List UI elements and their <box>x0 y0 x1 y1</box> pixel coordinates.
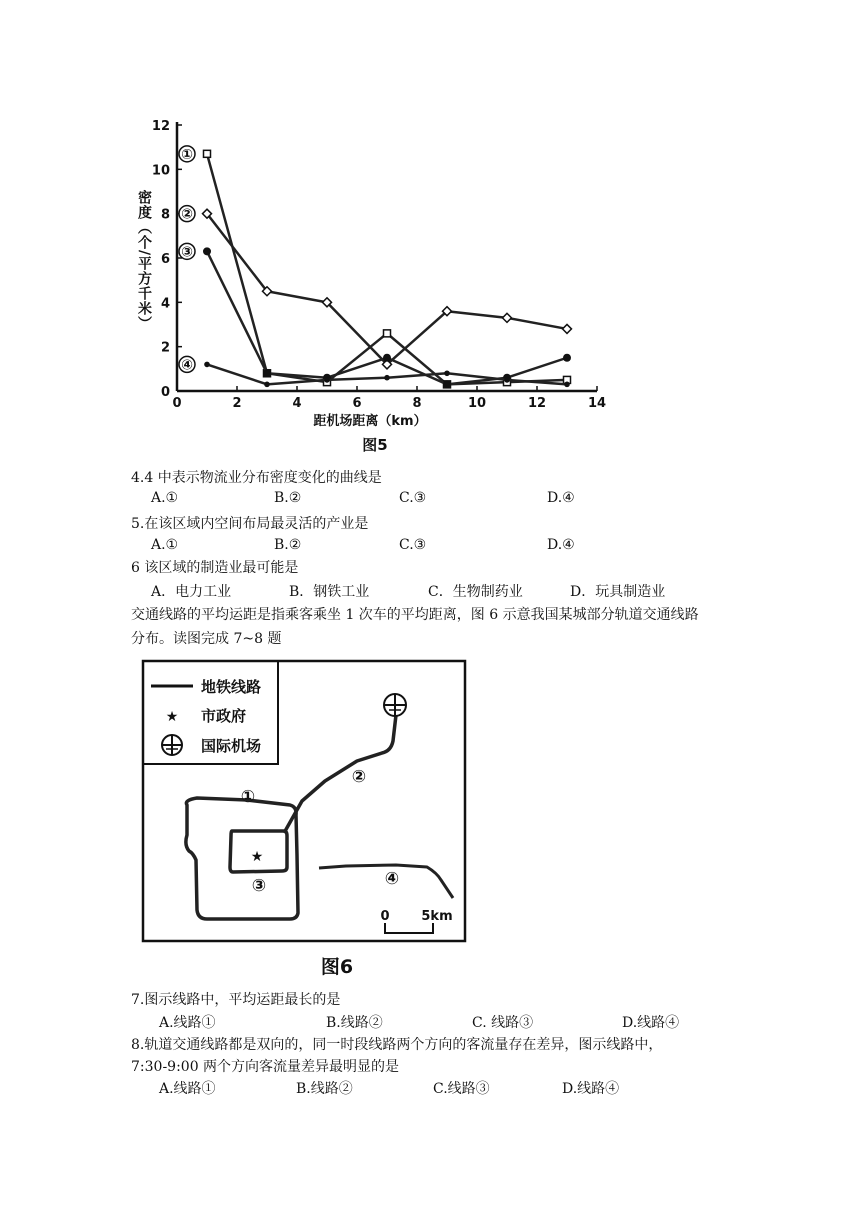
question-7-option-b[interactable]: B.线路② <box>326 1015 383 1031</box>
y-tick-label: 0 <box>160 385 170 400</box>
data-point-series-4 <box>264 382 270 388</box>
question-7-option-a[interactable]: A.线路① <box>159 1015 216 1031</box>
x-tick-label: 10 <box>467 396 487 411</box>
question-6-option-a[interactable]: A．电力工业 <box>151 584 232 600</box>
route-label-4: ④ <box>384 869 400 889</box>
question-5-option-b[interactable]: B.② <box>274 537 302 553</box>
x-tick-label: 6 <box>352 396 362 411</box>
y-tick-label: 10 <box>151 163 170 179</box>
question-4-option-b[interactable]: B.② <box>274 490 302 506</box>
question-8-option-d[interactable]: D.线路④ <box>562 1081 620 1097</box>
route-label-1: ① <box>240 787 256 807</box>
x-tick-label: 2 <box>232 396 242 411</box>
data-point-series-4 <box>504 377 510 383</box>
y-tick-label: 6 <box>160 252 170 267</box>
question-6-option-c[interactable]: C．生物制药业 <box>428 584 523 600</box>
figure-5-caption: 图5 <box>362 436 388 454</box>
series-label-3: ③ <box>181 244 193 261</box>
intro-line-1: 交通线路的平均运距是指乘客乘坐 1 次车的平均距离，图 6 示意我国某城部分轨道交通线路 <box>131 607 699 623</box>
question-4-option-d[interactable]: D.④ <box>547 490 575 506</box>
chart-series <box>203 150 572 388</box>
question-5-option-a[interactable]: A.① <box>151 537 179 553</box>
question-5-option-d[interactable]: D.④ <box>547 537 575 553</box>
airport-map-icon <box>384 694 406 716</box>
x-tick-label: 4 <box>292 396 302 411</box>
question-7-option-d[interactable]: D.线路④ <box>622 1015 680 1031</box>
question-8-stem-line-1: 8.轨道交通线路都是双向的，同一时段线路两个方向的客流量存在差异，图示线路中， <box>131 1037 663 1053</box>
question-4-option-a[interactable]: A.① <box>151 490 179 506</box>
question-8-option-b[interactable]: B.线路② <box>296 1081 353 1097</box>
y-axis-label: 密度（个/平方千米） <box>136 190 152 332</box>
series-label-1: ① <box>181 146 193 163</box>
route-label-2: ② <box>351 767 367 787</box>
series-line-2 <box>207 214 567 365</box>
legend-city-hall-label: 市政府 <box>201 707 247 725</box>
y-tick-label: 2 <box>160 340 170 356</box>
data-point-series-3 <box>383 354 391 362</box>
question-8-option-a[interactable]: A.线路① <box>159 1081 216 1097</box>
x-axis-label: 距机场距离（km） <box>313 414 427 429</box>
scale-end-label: 5km <box>421 909 453 924</box>
x-tick-label: 14 <box>587 396 607 411</box>
question-5-stem: 5.在该区域内空间布局最灵活的产业是 <box>131 516 369 532</box>
question-7-stem: 7.图示线路中，平均运距最长的是 <box>131 992 341 1008</box>
data-point-series-4 <box>204 362 210 368</box>
series-line-1 <box>207 154 567 385</box>
intro-line-2: 分布。读图完成 7~8 题 <box>131 631 282 647</box>
chart-series-labels <box>179 146 195 374</box>
question-6-option-b[interactable]: B．钢铁工业 <box>289 584 370 600</box>
data-point-series-4 <box>564 382 570 388</box>
data-point-series-3 <box>203 247 211 255</box>
question-5-option-c[interactable]: C.③ <box>399 537 427 553</box>
series-label-4: ④ <box>181 357 193 374</box>
x-tick-label: 12 <box>527 396 547 411</box>
data-point-series-3 <box>263 369 271 377</box>
question-4-option-c[interactable]: C.③ <box>399 490 427 506</box>
data-point-series-1 <box>384 330 391 337</box>
series-label-2: ② <box>181 206 193 223</box>
subway-line-2 <box>284 715 396 833</box>
question-6-stem: 6 该区域的制造业最可能是 <box>131 560 299 576</box>
legend-airport-label: 国际机场 <box>201 737 262 755</box>
route-label-3: ③ <box>251 876 267 896</box>
x-tick-label: 0 <box>172 396 182 411</box>
subway-line-1 <box>186 798 298 919</box>
data-point-series-3 <box>563 354 571 362</box>
figure-5-chart <box>120 110 620 455</box>
data-point-series-1 <box>204 150 211 157</box>
data-point-series-2 <box>563 324 572 333</box>
data-point-series-3 <box>443 380 451 388</box>
data-point-series-4 <box>324 377 330 383</box>
figure-6-caption: 图6 <box>320 956 354 978</box>
data-point-series-4 <box>384 375 390 381</box>
legend-subway-label: 地铁线路 <box>201 678 262 696</box>
data-point-series-4 <box>444 370 450 376</box>
figure-6-map <box>135 655 475 980</box>
question-6-option-d[interactable]: D．玩具制造业 <box>570 584 666 600</box>
y-tick-label: 8 <box>160 207 170 223</box>
scale-bar <box>385 923 433 933</box>
airport-icon <box>162 735 182 755</box>
city-hall-star: ★ <box>250 849 264 865</box>
data-point-series-2 <box>503 313 512 322</box>
question-7-option-c[interactable]: C. 线路③ <box>472 1015 534 1031</box>
question-8-option-c[interactable]: C.线路③ <box>433 1081 490 1097</box>
scale-zero-label: 0 <box>380 909 390 924</box>
x-tick-label: 8 <box>412 396 422 411</box>
question-8-stem-line-2: 7:30-9:00 两个方向客流量差异最明显的是 <box>131 1059 400 1075</box>
question-4-stem: 4.4 中表示物流业分布密度变化的曲线是 <box>131 470 382 486</box>
y-tick-label: 4 <box>160 296 170 312</box>
y-tick-label: 12 <box>151 119 170 134</box>
star-icon: ★ <box>165 709 179 725</box>
